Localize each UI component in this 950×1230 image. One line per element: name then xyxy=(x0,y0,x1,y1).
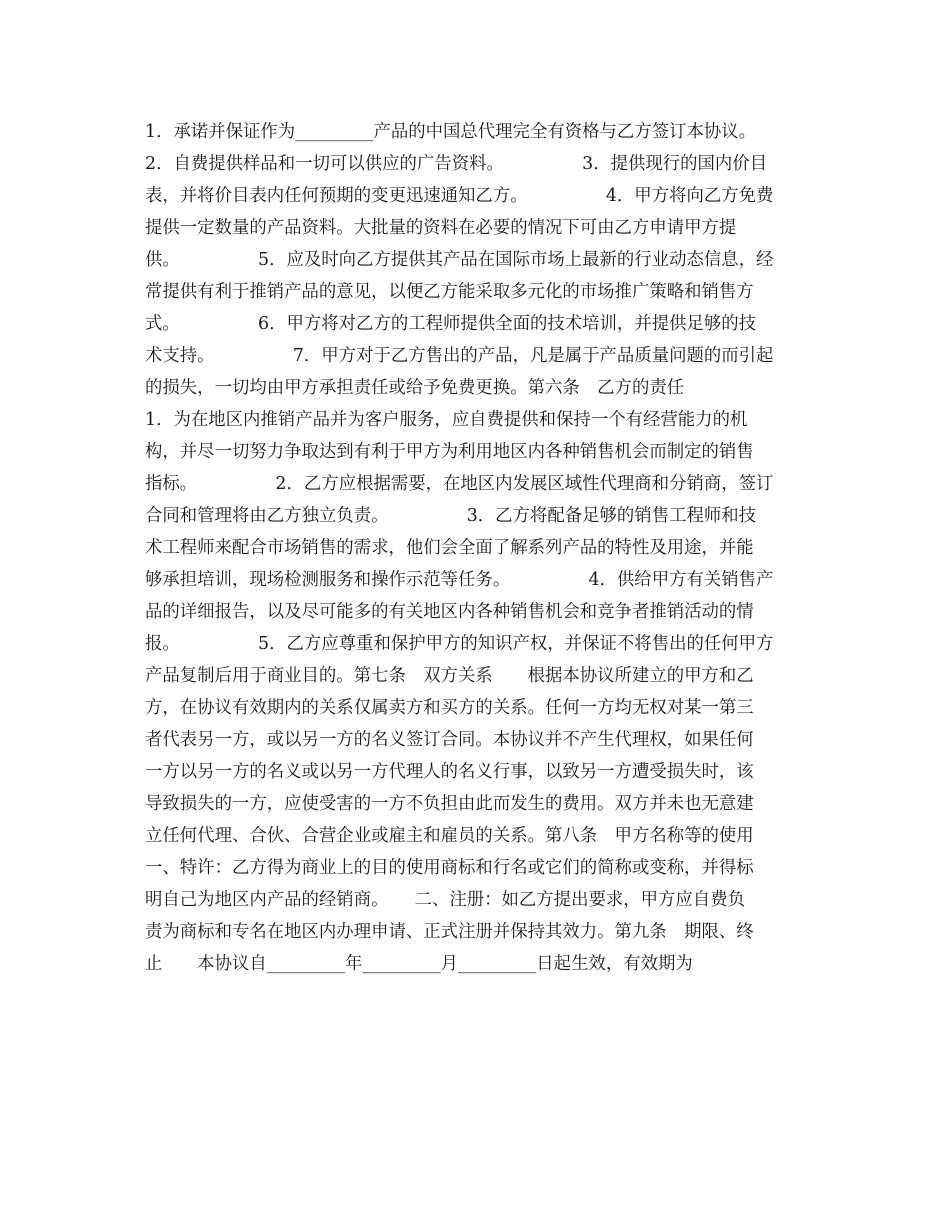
text-line: 供。 5．应及时向乙方提供其产品在国际市场上最新的行业动态信息，经 xyxy=(145,250,774,270)
text-line: 导致损失的一方，应使受害的一方不负担由此而发生的费用。双方并未也无意建 xyxy=(145,794,754,814)
text-line: 止 本协议自_________年_________月_________日起生效，有效期为 xyxy=(145,954,693,974)
text-line: 表，并将价目表内任何预期的变更迅速通知乙方。 4．甲方将向乙方免费 xyxy=(145,186,774,206)
text-line: 够承担培训，现场检测服务和操作示范等任务。 4．供给甲方有关销售产 xyxy=(145,570,774,590)
text-line: 常提供有利于推销产品的意见，以便乙方能采取多元化的市场推广策略和销售方 xyxy=(145,282,754,302)
text-line: 术支持。 7．甲方对于乙方售出的产品，凡是属于产品质量问题的而引起 xyxy=(145,346,774,366)
text-line: 合同和管理将由乙方独立负责。 3．乙方将配备足够的销售工程师和技 xyxy=(145,506,757,526)
text-line: 方，在协议有效期内的关系仅属卖方和买方的关系。任何一方均无权对某一第三 xyxy=(145,698,754,718)
text-line: 报。 5．乙方应尊重和保护甲方的知识产权，并保证不将售出的任何甲方 xyxy=(145,634,774,654)
text-line: 立任何代理、合伙、合营企业或雇主和雇员的关系。第八条 甲方名称等的使用 xyxy=(145,826,754,846)
text-line: 明自己为地区内产品的经销商。 二、注册：如乙方提出要求，甲方应自费负 xyxy=(145,890,745,910)
text-line: 提供一定数量的产品资料。大批量的资料在必要的情况下可由乙方申请甲方提 xyxy=(145,218,737,238)
text-line: 者代表另一方，或以另一方的名义签订合同。本协议并不产生代理权，如果任何 xyxy=(145,730,754,750)
text-line: 一、特许：乙方得为商业上的目的使用商标和行名或它们的简称或变称，并得标 xyxy=(145,858,754,878)
text-line: 1．承诺并保证作为_________产品的中国总代理完全有资格与乙方签订本协议。 xyxy=(145,122,757,142)
text-line: 的损失，一切均由甲方承担责任或给予免费更换。第六条 乙方的责任 xyxy=(145,378,685,398)
text-line: 责为商标和专名在地区内办理申请、正式注册并保持其效力。第九条 期限、终 xyxy=(145,922,754,942)
text-line: 1．为在地区内推销产品并为客户服务，应自费提供和保持一个有经营能力的机 xyxy=(145,410,748,430)
text-line: 构，并尽一切努力争取达到有利于甲方为利用地区内各种销售机会而制定的销售 xyxy=(145,442,754,462)
text-line: 产品复制后用于商业目的。第七条 双方关系 根据本协议所建立的甲方和乙 xyxy=(145,666,754,686)
text-line: 指标。 2．乙方应根据需要，在地区内发展区域性代理商和分销商，签订 xyxy=(145,474,774,494)
contract-text xyxy=(145,116,815,980)
text-line: 一方以另一方的名义或以另一方代理人的名义行事，以致另一方遭受损失时，该 xyxy=(145,762,754,782)
text-line: 术工程师来配合市场销售的需求，他们会全面了解系列产品的特性及用途，并能 xyxy=(145,538,754,558)
text-line: 式。 6．甲方将对乙方的工程师提供全面的技术培训，并提供足够的技 xyxy=(145,314,757,334)
text-line: 2．自费提供样品和一切可以供应的广告资料。 3．提供现行的国内价目 xyxy=(145,154,768,174)
text-line: 品的详细报告，以及尽可能多的有关地区内各种销售机会和竞争者推销活动的情 xyxy=(145,602,754,622)
